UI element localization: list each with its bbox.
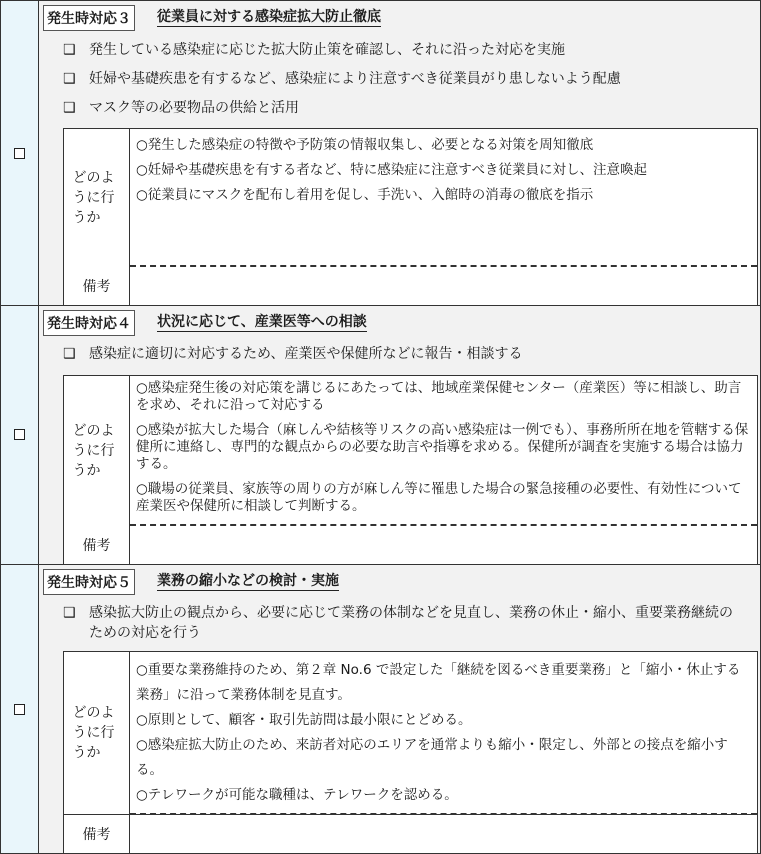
howto-label: どのように行うか [64,652,130,814]
remarks-divider [130,813,757,815]
howto-label: どのように行うか [64,129,130,267]
howto-item: ○原則として、顧客・取引先訪問は最小限にとどめる。 [136,712,472,728]
howto-item: ○発生した感染症の特徴や予防策の情報収集し、必要となる対策を周知徹底 [136,137,594,153]
checkbox-bullet-icon: ❑ [63,100,76,116]
remarks-label: 備考 [64,815,130,853]
section-response-3 [1,1,760,306]
checkbox-response-4[interactable] [14,429,25,440]
howto-box [63,651,758,815]
section-label: 発生時対応５ [43,569,135,595]
howto-item: ○重要な業務維持のため、第２章 No.6 で設定した「継続を図るべき重要業務」と「縮小・休止する業務」に沿って業務体制を見直す。 [136,662,741,703]
howto-content [130,376,757,526]
howto-box [63,375,758,527]
checkbox-response-5[interactable] [14,704,25,715]
remarks-divider [130,524,757,526]
howto-label: どのように行うか [64,376,130,526]
howto-item: ○感染が拡大した場合（麻しんや結核等リスクの高い感染症は一例でも）、事務所所在地を管轄する保健所に連絡し、専門的な観点からの必要な助言や指導を求める。保健所が調査を実施する場合は協力する。 [136,422,749,472]
bullet-text: 感染拡大防止の観点から、必要に応じて業務の体制などを見直し、業務の休止・縮小、重要業務継続のための対応を行う [89,605,733,641]
bullet-text: 妊婦や基礎疾患を有するなど、感染症により注意すべき従業員がり患しないよう配慮 [89,71,621,87]
section-title: 業務の縮小などの検討・実施 [157,573,339,589]
bullet-text: 感染症に適切に対応するため、産業医や保健所などに報告・相談する [89,346,523,362]
remarks-label: 備考 [64,267,130,305]
section-response-4 [1,306,760,565]
remarks-row [63,815,758,853]
checkbox-column [1,306,39,564]
section-label: 発生時対応４ [43,310,135,336]
bullet-text: 発生している感染症に応じた拡大防止策を確認し、それに沿った対応を実施 [89,42,565,58]
checkbox-column [1,565,39,853]
section-body [39,565,760,853]
bullet-item [63,603,746,643]
bullet-item [63,98,746,118]
howto-item: ○従業員にマスクを配布し着用を促し、手洗い、入館時の消毒の徹底を指示 [136,187,594,203]
checkbox-bullet-icon: ❑ [63,42,76,58]
howto-content [130,652,757,814]
checkbox-bullet-icon: ❑ [63,605,76,621]
howto-item: ○感染症発生後の対応策を講じるにあたっては、地域産業保健センター（産業医）等に相談し、助言を求め、それに沿って対応する [136,380,742,413]
section-body [39,1,760,305]
section-title: 従業員に対する感染症拡大防止徹底 [157,9,381,25]
bullet-item [63,40,746,60]
bullet-item [63,69,746,89]
bullet-text: マスク等の必要物品の供給と活用 [89,100,299,116]
remarks-row [63,526,758,564]
howto-content [130,129,757,267]
bullet-item [63,344,746,364]
checkbox-response-3[interactable] [14,148,25,159]
section-label: 発生時対応３ [43,5,135,31]
howto-item: ○感染症拡大防止のため、来訪者対応のエリアを通常よりも縮小・限定し、外部との接点を縮小する。 [136,737,728,778]
howto-item: ○職場の従業員、家族等の周りの方が麻しん等に罹患した場合の緊急接種の必要性、有効性について産業医や保健所に相談して判断する。 [136,481,742,514]
section-response-5 [1,565,760,853]
remarks-label: 備考 [64,526,130,564]
remarks-divider [130,265,757,267]
remarks-row [63,267,758,305]
section-body [39,306,760,564]
howto-item: ○テレワークが可能な職種は、テレワークを認める。 [136,787,458,803]
section-title: 状況に応じて、産業医等への相談 [157,314,367,330]
checkbox-bullet-icon: ❑ [63,71,76,87]
checkbox-column [1,1,39,305]
checkbox-bullet-icon: ❑ [63,346,76,362]
howto-item: ○妊婦や基礎疾患を有する者など、特に感染症に注意すべき従業員に対し、注意喚起 [136,162,648,178]
howto-box [63,128,758,268]
